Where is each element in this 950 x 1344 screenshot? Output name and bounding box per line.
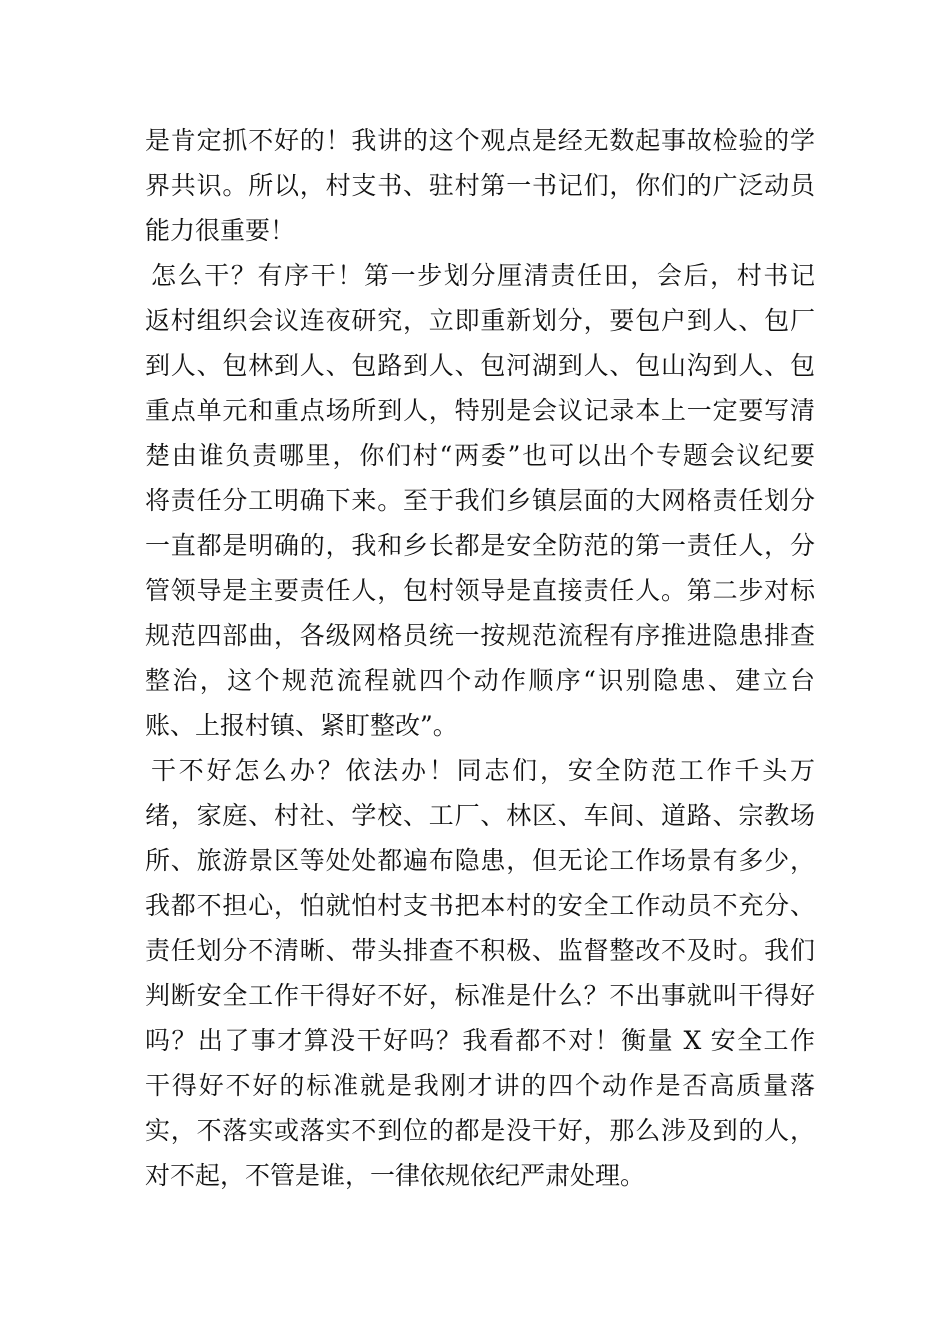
text-line: 怎么干？有序干！第一步划分厘清责任田，会后，村书记 [151,261,815,290]
text-line: 实，不落实或落实不到位的都是没干好，那么涉及到的人， [145,1116,815,1145]
text-line: 干得好不好的标准就是我刚才讲的四个动作是否高质量落 [145,1071,815,1100]
text-line: 整治，这个规范流程就四个动作顺序“识别隐患、建立台 [145,666,815,695]
text-line: 干不好怎么办？依法办！同志们，安全防范工作千头万 [151,756,815,785]
text-line: 能力很重要！ [145,216,296,245]
text-line: 所、旅游景区等处处都遍布隐患，但无论工作场景有多少， [145,846,815,875]
body-text [145,118,815,1198]
text-line: 到人、包林到人、包路到人、包河湖到人、包山沟到人、包 [145,351,815,380]
text-line: 规范四部曲，各级网格员统一按规范流程有序推进隐患排查 [145,621,815,650]
text-line: 判断安全工作干得好不好，标准是什么？不出事就叫干得好 [145,981,815,1010]
text-line: 楚由谁负责哪里，你们村“两委”也可以出个专题会议纪要 [145,441,815,470]
text-line: 返村组织会议连夜研究，立即重新划分，要包户到人、包厂 [145,306,815,335]
text-line: 重点单元和重点场所到人，特别是会议记录本上一定要写清 [145,396,815,425]
text-line: 我都不担心，怕就怕村支书把本村的安全工作动员不充分、 [145,891,815,920]
text-line: 责任划分不清晰、带头排查不积极、监督整改不及时。我们 [145,936,815,965]
text-line: 账、上报村镇、紧盯整改”。 [145,711,458,740]
text-line: 对不起，不管是谁，一律依规依纪严肃处理。 [145,1161,646,1190]
text-line: 是肯定抓不好的！我讲的这个观点是经无数起事故检验的学 [145,126,815,155]
text-line: 一直都是明确的，我和乡长都是安全防范的第一责任人，分 [145,531,815,560]
text-line: 界共识。所以，村支书、驻村第一书记们，你们的广泛动员 [145,171,815,200]
text-line: 绪，家庭、村社、学校、工厂、林区、车间、道路、宗教场 [145,801,815,830]
text-line: 将责任分工明确下来。至于我们乡镇层面的大网格责任划分 [145,486,815,515]
text-line: 吗？出了事才算没干好吗？我看都不对！衡量 X 安全工作 [145,1026,815,1055]
text-line: 管领导是主要责任人，包村领导是直接责任人。第二步对标 [145,576,815,605]
